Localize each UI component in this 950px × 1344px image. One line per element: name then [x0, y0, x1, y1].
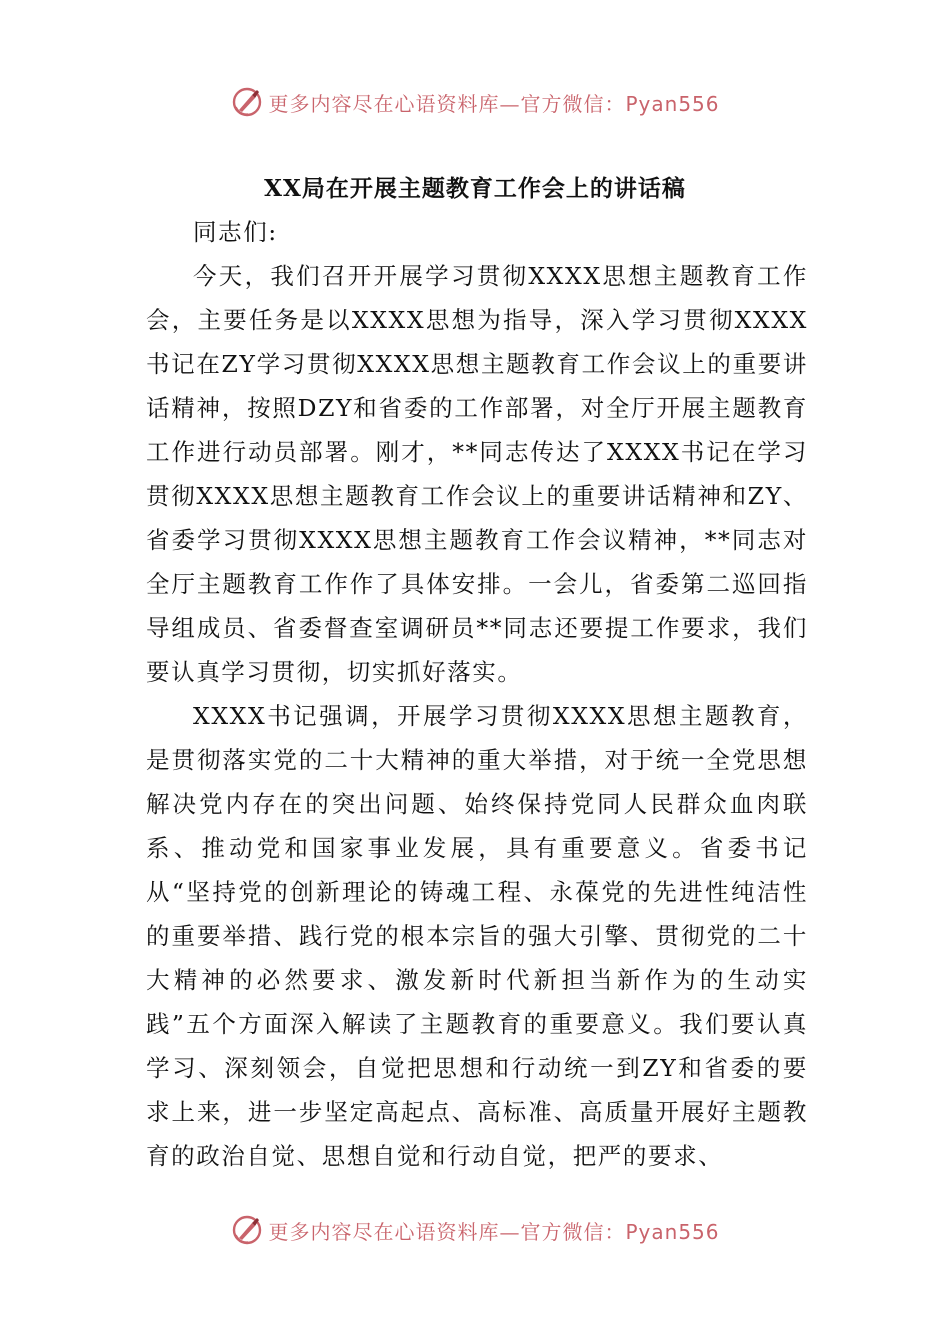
footer-wechat-id: Pyan556	[625, 1219, 720, 1244]
header-banner-text: 更多内容尽在心语资料库—官方微信：Pyan556	[268, 91, 720, 116]
document-title: XX局在开展主题教育工作会上的讲话稿	[264, 175, 686, 202]
pen-logo-icon	[230, 85, 264, 119]
document-body	[146, 210, 808, 1178]
salutation: 同志们:	[193, 218, 278, 246]
footer-banner-text: 更多内容尽在心语资料库—官方微信：Pyan556	[268, 1219, 720, 1244]
paragraph-2: XXXX书记强调，开展学习贯彻XXXX思想主题教育，是贯彻落实党的二十大精神的重大举措，对于统一全党思想解决党内存在的突出问题、始终保持党同人民群众血肉联系、推动党和国家事业发展，具有重要意义。省委书记从“坚持党的创新理论的铸魂工程、永葆党的先进性纯洁性的重要举措、践行党的根本宗旨的强大引擎、贯彻党的二十大精神的必然要求、激发新时代新担当新作为的生动实践”五个方面深入解读了主题教育的重要意义。我们要认真学习、深刻领会，自觉把思想和行动统一到ZY和省委的要求上来，进一步坚定高起点、高标准、高质量开展好主题教育的政治自觉、思想自觉和行动自觉，把严的要求、	[146, 702, 808, 1170]
paragraph-1: 今天，我们召开开展学习贯彻XXXX思想主题教育工作会，主要任务是以XXXX思想为指导，深入学习贯彻XXXX书记在ZY学习贯彻XXXX思想主题教育工作会议上的重要讲话精神，按照DZY和省委的工作部署，对全厅开展主题教育工作进行动员部署。刚才，**同志传达了XXXX书记在学习贯彻XXXX思想主题教育工作会议上的重要讲话精神和ZY、省委学习贯彻XXXX思想主题教育工作会议精神，**同志对全厅主题教育工作作了具体安排。一会儿，省委第二巡回指导组成员、省委督查室调研员**同志还要提工作要求，我们要认真学习贯彻，切实抓好落实。	[146, 262, 808, 686]
footer-banner	[0, 1210, 950, 1250]
header-banner	[0, 82, 950, 122]
header-wechat-id: Pyan556	[625, 91, 720, 116]
pen-logo-icon	[230, 1213, 264, 1247]
